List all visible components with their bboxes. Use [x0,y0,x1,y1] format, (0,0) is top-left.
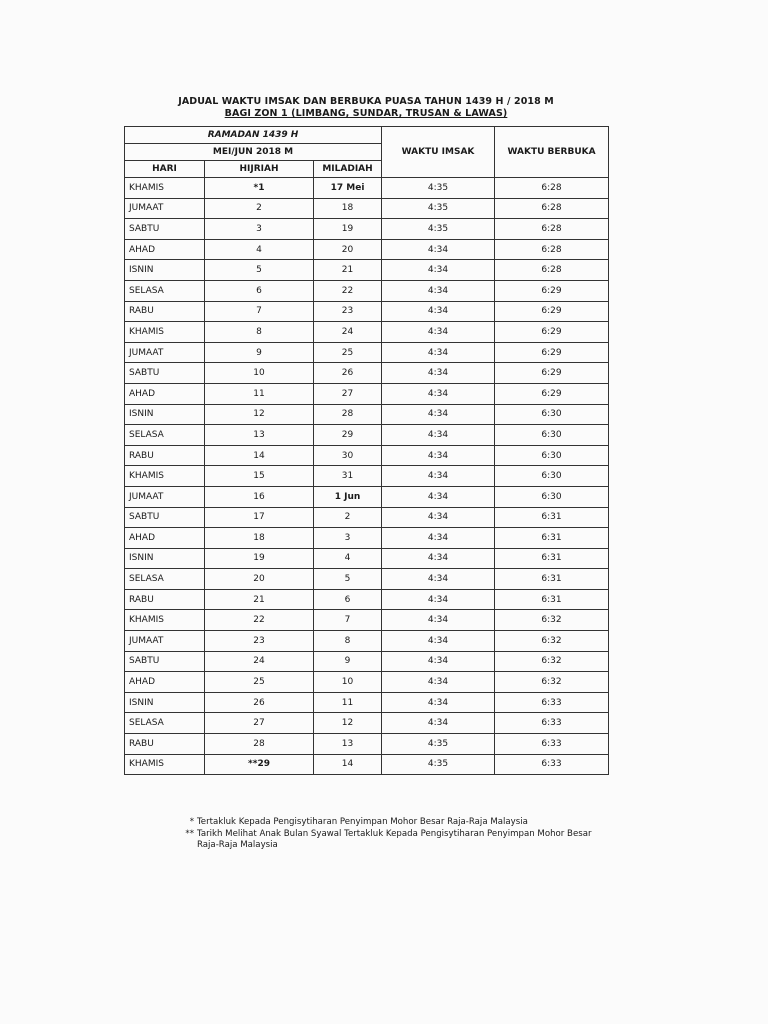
hijriah-cell: *1 [205,178,314,199]
table-row [125,507,609,528]
hijriah-cell: 13 [205,425,314,446]
berbuka-cell: 6:33 [495,734,609,755]
hijriah-cell: 16 [205,486,314,507]
miladiah-cell: 14 [314,754,382,775]
miladiah-cell: 2 [314,507,382,528]
table-row [125,260,609,281]
hijriah-cell: 21 [205,589,314,610]
imsak-cell: 4:34 [382,528,495,549]
footnote-text: Tarikh Melihat Anak Bulan Syawal Tertakluk Kepada Pengisytiharan Penyimpan Mohor Besar Raja-Raja Malaysia [197,828,592,850]
berbuka-cell: 6:28 [495,219,609,240]
imsak-cell: 4:34 [382,589,495,610]
document-subtitle: BAGI ZON 1 (LIMBANG, SUNDAR, TRUSAN & LAWAS) [224,108,508,119]
imsak-cell: 4:35 [382,734,495,755]
hari-cell: JUMAAT [125,631,205,652]
miladiah-cell: 19 [314,219,382,240]
hari-cell: SELASA [125,713,205,734]
berbuka-cell: 6:32 [495,631,609,652]
miladiah-cell: 12 [314,713,382,734]
miladiah-cell: 28 [314,404,382,425]
imsak-cell: 4:34 [382,404,495,425]
footnote-mark: ** [185,828,194,839]
hari-cell: KHAMIS [125,610,205,631]
table-row [125,528,609,549]
hijriah-cell: 25 [205,672,314,693]
imsak-cell: 4:34 [382,301,495,322]
hari-header: HARI [125,161,205,178]
imsak-cell: 4:34 [382,239,495,260]
footnote [180,829,600,852]
miladiah-cell: 25 [314,342,382,363]
hijriah-cell: 22 [205,610,314,631]
hari-cell: KHAMIS [125,178,205,199]
miladiah-header: MILADIAH [314,161,382,178]
miladiah-cell: 11 [314,692,382,713]
imsak-cell: 4:34 [382,507,495,528]
table-row [125,754,609,775]
footnote-text: Tertakluk Kepada Pengisytiharan Penyimpan Mohor Besar Raja-Raja Malaysia [197,817,528,827]
imsak-header: WAKTU IMSAK [382,127,495,178]
hari-cell: AHAD [125,383,205,404]
imsak-cell: 4:34 [382,548,495,569]
footnote [180,817,600,829]
hijriah-cell: 19 [205,548,314,569]
hari-cell: AHAD [125,672,205,693]
hijriah-cell: 6 [205,280,314,301]
hijriah-cell: 12 [205,404,314,425]
berbuka-cell: 6:28 [495,260,609,281]
hari-cell: RABU [125,445,205,466]
table-row [125,610,609,631]
hijriah-cell: 18 [205,528,314,549]
berbuka-header: WAKTU BERBUKA [495,127,609,178]
berbuka-cell: 6:29 [495,280,609,301]
hijriah-cell: 23 [205,631,314,652]
berbuka-cell: 6:30 [495,486,609,507]
berbuka-cell: 6:31 [495,507,609,528]
miladiah-cell: 3 [314,528,382,549]
table-row [125,404,609,425]
title-block [124,96,608,120]
imsak-cell: 4:34 [382,713,495,734]
hari-cell: JUMAAT [125,198,205,219]
miladiah-cell: 18 [314,198,382,219]
hari-cell: JUMAAT [125,486,205,507]
table-row [125,631,609,652]
hijriah-cell: 20 [205,569,314,590]
hari-cell: SABTU [125,363,205,384]
table-row [125,734,609,755]
hari-cell: KHAMIS [125,754,205,775]
hijriah-cell: 14 [205,445,314,466]
table-row [125,445,609,466]
berbuka-cell: 6:28 [495,198,609,219]
imsak-cell: 4:34 [382,610,495,631]
hijriah-cell: 5 [205,260,314,281]
table-row [125,651,609,672]
miladiah-cell: 7 [314,610,382,631]
miladiah-cell: 4 [314,548,382,569]
berbuka-cell: 6:31 [495,569,609,590]
table-row [125,239,609,260]
hari-cell: AHAD [125,239,205,260]
imsak-cell: 4:34 [382,486,495,507]
imsak-cell: 4:34 [382,672,495,693]
berbuka-cell: 6:28 [495,178,609,199]
hijriah-header: HIJRIAH [205,161,314,178]
hari-cell: SELASA [125,569,205,590]
imsak-cell: 4:34 [382,342,495,363]
table-row [125,548,609,569]
table-row [125,342,609,363]
berbuka-cell: 6:30 [495,404,609,425]
hijriah-cell: 4 [205,239,314,260]
hijriah-cell: 2 [205,198,314,219]
berbuka-cell: 6:32 [495,610,609,631]
berbuka-cell: 6:29 [495,363,609,384]
berbuka-cell: 6:32 [495,651,609,672]
hijriah-cell: **29 [205,754,314,775]
imsak-cell: 4:34 [382,631,495,652]
berbuka-cell: 6:33 [495,692,609,713]
table-row [125,425,609,446]
hijriah-cell: 27 [205,713,314,734]
miladiah-cell: 13 [314,734,382,755]
miladiah-cell: 24 [314,322,382,343]
table-row [125,219,609,240]
berbuka-cell: 6:31 [495,528,609,549]
berbuka-cell: 6:31 [495,589,609,610]
ramadan-header: RAMADAN 1439 H [125,127,382,144]
hari-cell: SABTU [125,219,205,240]
miladiah-cell: 6 [314,589,382,610]
hari-cell: JUMAAT [125,342,205,363]
imsak-cell: 4:34 [382,425,495,446]
miladiah-cell: 21 [314,260,382,281]
miladiah-cell: 29 [314,425,382,446]
table-row [125,569,609,590]
period-header: MEI/JUN 2018 M [125,144,382,161]
miladiah-cell: 26 [314,363,382,384]
table-row [125,322,609,343]
table-row [125,301,609,322]
imsak-cell: 4:35 [382,754,495,775]
miladiah-cell: 23 [314,301,382,322]
hari-cell: AHAD [125,528,205,549]
footnote-mark: * [189,817,194,827]
miladiah-cell: 1 Jun [314,486,382,507]
imsak-cell: 4:34 [382,569,495,590]
miladiah-cell: 9 [314,651,382,672]
imsak-cell: 4:35 [382,178,495,199]
imsak-cell: 4:34 [382,692,495,713]
miladiah-cell: 30 [314,445,382,466]
hijriah-cell: 9 [205,342,314,363]
hijriah-cell: 7 [205,301,314,322]
hijriah-cell: 26 [205,692,314,713]
miladiah-cell: 27 [314,383,382,404]
table-row [125,713,609,734]
berbuka-cell: 6:30 [495,425,609,446]
hari-cell: SABTU [125,651,205,672]
imsak-cell: 4:35 [382,219,495,240]
table-row [125,383,609,404]
berbuka-cell: 6:31 [495,548,609,569]
hari-cell: SELASA [125,280,205,301]
hari-cell: SABTU [125,507,205,528]
imsak-cell: 4:34 [382,280,495,301]
hari-cell: ISNIN [125,260,205,281]
hari-cell: RABU [125,301,205,322]
berbuka-cell: 6:29 [495,342,609,363]
table-row [125,692,609,713]
miladiah-cell: 17 Mei [314,178,382,199]
imsak-cell: 4:35 [382,198,495,219]
hari-cell: ISNIN [125,692,205,713]
hari-cell: ISNIN [125,548,205,569]
hijriah-cell: 8 [205,322,314,343]
table-row [125,280,609,301]
hari-cell: SELASA [125,425,205,446]
table-row [125,486,609,507]
berbuka-cell: 6:33 [495,754,609,775]
miladiah-cell: 8 [314,631,382,652]
miladiah-cell: 22 [314,280,382,301]
hari-cell: KHAMIS [125,466,205,487]
hijriah-cell: 17 [205,507,314,528]
miladiah-cell: 10 [314,672,382,693]
berbuka-cell: 6:28 [495,239,609,260]
berbuka-cell: 6:30 [495,466,609,487]
footnotes [180,817,600,852]
hijriah-cell: 24 [205,651,314,672]
hijriah-cell: 15 [205,466,314,487]
hijriah-cell: 10 [205,363,314,384]
table-row [125,466,609,487]
imsak-cell: 4:34 [382,322,495,343]
hijriah-cell: 3 [205,219,314,240]
imsak-cell: 4:34 [382,651,495,672]
hijriah-cell: 11 [205,383,314,404]
berbuka-cell: 6:32 [495,672,609,693]
table-row [125,363,609,384]
schedule-table [124,126,609,775]
table-row [125,198,609,219]
berbuka-cell: 6:33 [495,713,609,734]
document-title: JADUAL WAKTU IMSAK DAN BERBUKA PUASA TAHUN 1439 H / 2018 M [178,96,554,107]
table-row [125,178,609,199]
imsak-cell: 4:34 [382,363,495,384]
schedule-rows [125,178,609,775]
table-row [125,589,609,610]
hari-cell: RABU [125,589,205,610]
hari-cell: ISNIN [125,404,205,425]
imsak-cell: 4:34 [382,445,495,466]
table-row [125,672,609,693]
berbuka-cell: 6:29 [495,383,609,404]
hijriah-cell: 28 [205,734,314,755]
berbuka-cell: 6:29 [495,301,609,322]
miladiah-cell: 20 [314,239,382,260]
miladiah-cell: 5 [314,569,382,590]
hari-cell: KHAMIS [125,322,205,343]
imsak-cell: 4:34 [382,260,495,281]
hari-cell: RABU [125,734,205,755]
berbuka-cell: 6:29 [495,322,609,343]
imsak-cell: 4:34 [382,383,495,404]
miladiah-cell: 31 [314,466,382,487]
berbuka-cell: 6:30 [495,445,609,466]
imsak-cell: 4:34 [382,466,495,487]
